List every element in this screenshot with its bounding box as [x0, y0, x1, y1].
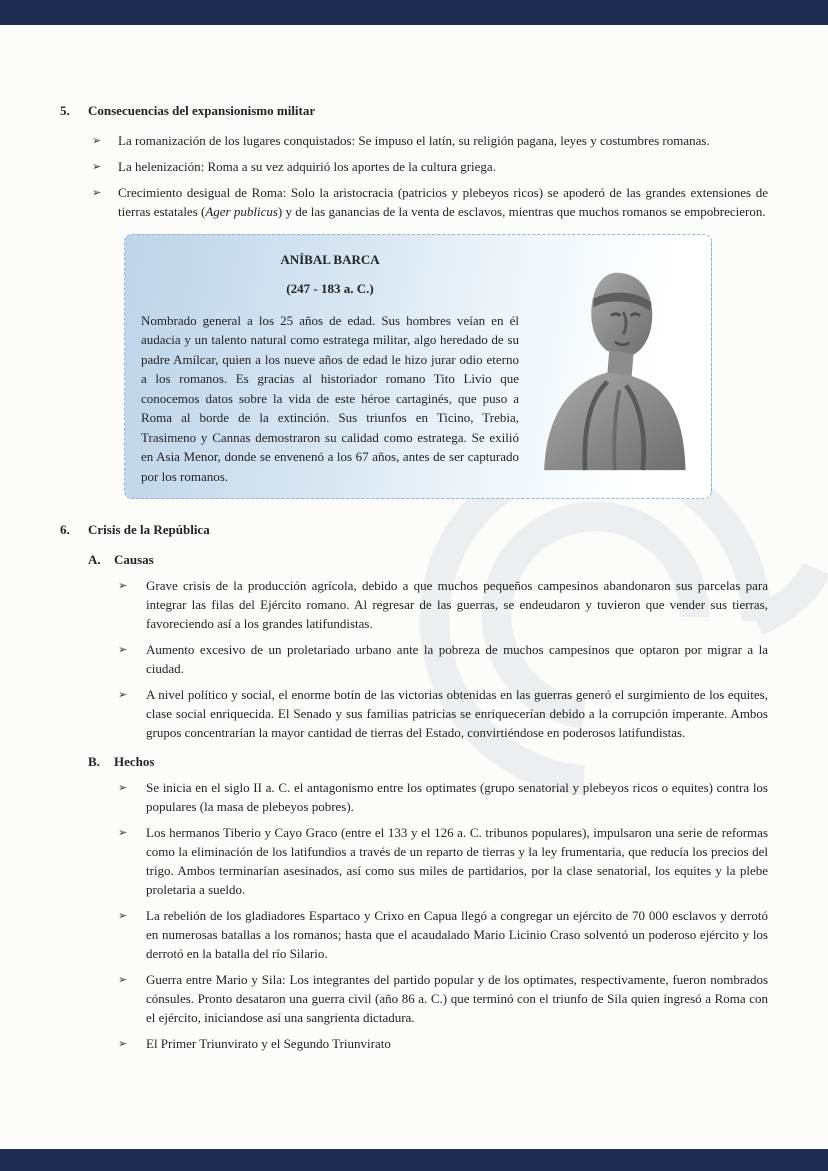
page-content — [60, 102, 768, 1061]
subsection-letter: A. — [88, 552, 101, 568]
list-item-text: La romanización de los lugares conquistados: Se impuso el latín, su religión pagana, leyes y costumbres romanas. — [118, 132, 710, 148]
subsection-a-heading — [88, 551, 768, 570]
list-item — [118, 1035, 768, 1054]
latin-term: Ager publicus — [205, 203, 278, 219]
infobox-title: ANÍBAL BARCA — [280, 251, 380, 267]
arrow-bullet-icon: ➢ — [92, 186, 102, 199]
hannibal-bust-image — [529, 258, 697, 478]
list-item-text: A nivel político y social, el enorme botín de las victorias obtenidas en las guerras generó el surgimiento de los equites, clase social enriquecida. El Senado y sus familias patricias se enriquecerían debido a la corrupción imperante. Ambos grupos concentrarían la mayor cantidad de tierras del Estado, convirtiéndose en poderosos latifundistas. — [146, 687, 768, 740]
subsection-b-heading — [88, 753, 768, 772]
infobox-text-column — [141, 249, 519, 486]
arrow-bullet-icon: ➢ — [118, 580, 128, 593]
list-item-text: Aumento excesivo de un proletariado urbano ante la pobreza de muchos campesinos que optaron por migrar a la ciudad. — [146, 642, 768, 677]
list-item — [118, 824, 768, 900]
section-number: 6. — [60, 522, 70, 538]
arrow-bullet-icon: ➢ — [118, 781, 128, 794]
list-item-text-post: ) y de las ganancias de la venta de esclavos, mientras que muchos romanos se empobrecieron. — [277, 203, 766, 219]
arrow-bullet-icon: ➢ — [118, 1037, 128, 1050]
list-item-text: Grave crisis de la producción agrícola, debido a que muchos pequeños campesinos abandonaron sus parcelas para integrar las filas del Ejército romano. Al regresar de las guerras, se endeudaron y tuvieron que vender sus tierras, favoreciendo así a los grandes latifundistas. — [146, 578, 768, 632]
list-item — [92, 184, 768, 222]
infobox-dates: (247 - 183 a. C.) — [286, 280, 374, 296]
list-item — [118, 577, 768, 634]
list-item-text: La helenización: Roma a su vez adquirió los aportes de la cultura griega. — [118, 158, 496, 174]
list-item-text: Los hermanos Tiberio y Cayo Graco (entre el 133 y el 126 a. C. tribunos populares), impulsaron una serie de reformas como la eliminación de los latifundios a través de un reparto de tierras y la ley frumentaria, que reducía los precios del trigo. Ambos terminarían asesinados, así como sus miles de partidarios, por la clase senatorial, los equites y la plebe proletaria a sueldo. — [146, 824, 768, 897]
list-item — [118, 641, 768, 679]
list-item — [118, 907, 768, 964]
list-item — [92, 132, 768, 151]
list-item-text: La rebelión de los gladiadores Espartaco y Crixo en Capua llegó a congregar un ejército de 70 000 esclavos y derrotó en numerosas batallas a los romanos; hasta que el acaudalado Mario Licinio Craso solventó un poderoso ejército y los derrotó en la batalla del río Silario. — [146, 907, 768, 961]
arrow-bullet-icon: ➢ — [118, 973, 128, 986]
list-item-text — [118, 184, 768, 222]
arrow-bullet-icon: ➢ — [118, 909, 128, 922]
section-6-heading — [60, 521, 768, 540]
arrow-bullet-icon: ➢ — [92, 134, 102, 147]
list-item-text: Se inicia en el siglo II a. C. el antagonismo entre los optimates (grupo senatorial y plebeyos ricos o equites) contra los populares (la masa de plebeyos pobres). — [146, 779, 768, 814]
section-number: 5. — [60, 103, 70, 118]
list-item — [118, 971, 768, 1028]
hannibal-infobox — [124, 234, 712, 499]
bottom-page-band — [0, 1149, 828, 1171]
list-item — [118, 779, 768, 817]
subsection-title: Causas — [114, 552, 154, 568]
top-page-band — [0, 0, 828, 25]
list-item-text: Guerra entre Mario y Sila: Los integrantes del partido popular y de los optimates, respectivamente, fueron nombrados cónsules. Pronto desataron una guerra civil (año 86 a. C.) que terminó con el triunfo de Sila quien ingresó a Roma con el ejército, iniciandose así una sangrienta dictadura. — [146, 971, 768, 1025]
list-item-text: El Primer Triunvirato y el Segundo Triunvirato — [146, 1035, 391, 1051]
infobox-image-column — [529, 249, 697, 486]
section-5-heading — [60, 102, 768, 121]
arrow-bullet-icon: ➢ — [118, 826, 128, 839]
arrow-bullet-icon: ➢ — [92, 160, 102, 173]
arrow-bullet-icon: ➢ — [118, 644, 128, 657]
list-item — [92, 158, 768, 177]
list-item-text-pre: Crecimiento desigual de Roma: Solo la aristocracia (patricios y plebeyos ricos) se apoderó de las grandes extensiones de tierras estatales ( — [118, 184, 768, 219]
list-item — [118, 686, 768, 743]
section-title: Consecuencias del expansionismo militar — [88, 103, 316, 118]
subsection-letter: B. — [88, 753, 100, 769]
subsection-title: Hechos — [114, 753, 155, 769]
arrow-bullet-icon: ➢ — [118, 689, 128, 702]
section-title: Crisis de la República — [88, 522, 210, 538]
infobox-body-text: Nombrado general a los 25 años de edad. Sus hombres veían en él audacia y un talento natural como estratega militar, algo heredado de su padre Amílcar, quien a los nueve años de edad le hizo jurar odio eterno a los romanos. Es gracias al historiador romano Tito Livio que conocemos datos sobre la vida de este héroe cartaginés, que puso a Roma al borde de la extinción. Sus triunfos en Ticino, Trebia, Trasimeno y Cannas demostraron su calidad como estratega. Se exilió en Asia Menor, donde se envenenó a los 67 años, antes de ser capturado por los romanos. — [141, 312, 519, 484]
